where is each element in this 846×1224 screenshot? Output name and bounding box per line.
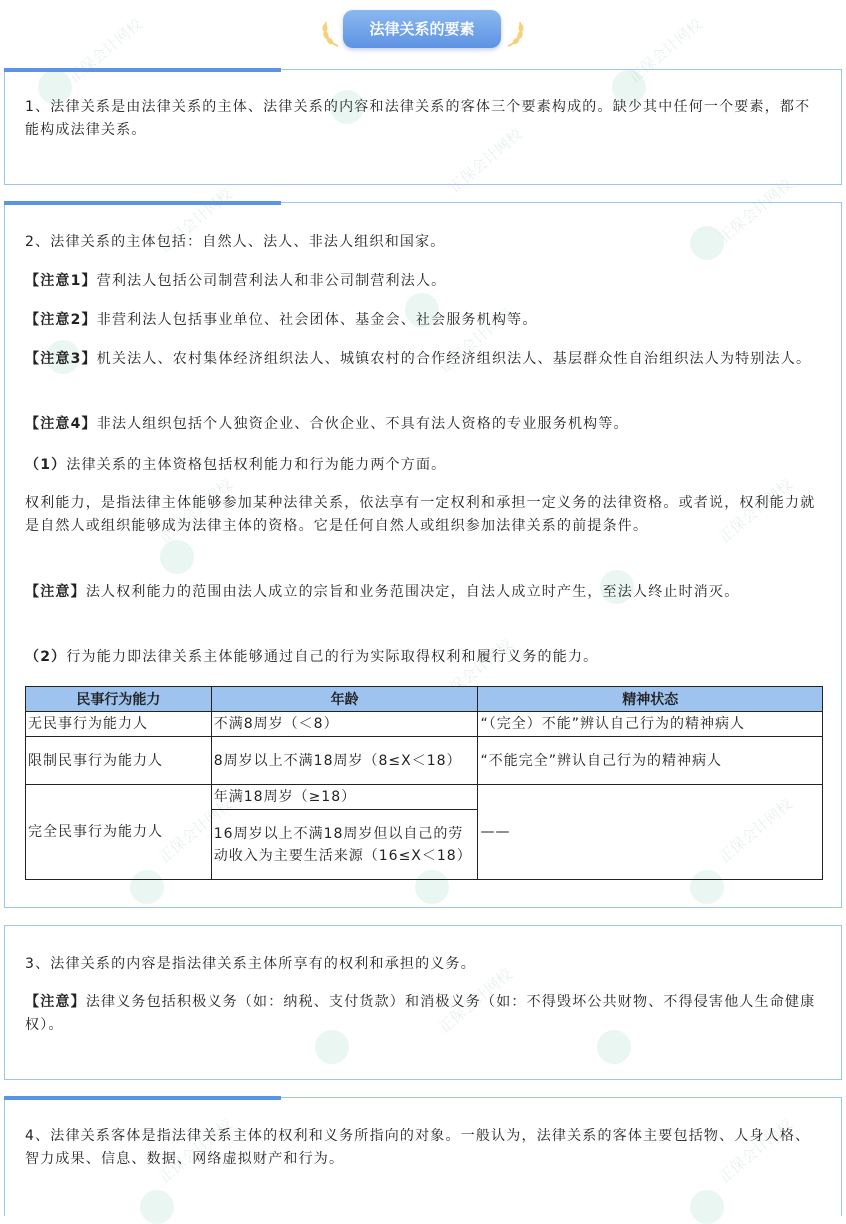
section-1 bbox=[4, 69, 842, 185]
table-row bbox=[26, 737, 823, 785]
capacity-table bbox=[25, 686, 823, 880]
note-3-tag: 【注意3】 bbox=[25, 351, 97, 367]
table-cell: 限制民事行为能力人 bbox=[26, 737, 212, 785]
subpoint-2 bbox=[25, 646, 823, 669]
table-header: 年龄 bbox=[211, 687, 478, 712]
table-cell: 年满18周岁（≥18） bbox=[211, 785, 478, 810]
note-3 bbox=[25, 348, 823, 371]
watermark-text: 正保会计网校 bbox=[445, 125, 526, 197]
watermark-text: 正保会计网校 bbox=[435, 635, 516, 707]
note-1-tag: 【注意1】 bbox=[25, 273, 97, 289]
section-accent-bar bbox=[4, 201, 281, 205]
table-row bbox=[26, 785, 823, 810]
table-row bbox=[26, 712, 823, 737]
table-cell: “（完全）不能”辨认自己行为的精神病人 bbox=[478, 712, 823, 737]
watermark-text: 正保会计网校 bbox=[155, 1115, 236, 1187]
table-cell: 不满8周岁（＜8） bbox=[211, 712, 478, 737]
watermark-text: 正保会计网校 bbox=[155, 795, 236, 867]
watermark-text: 正保会计网校 bbox=[155, 475, 236, 547]
watermark-text: 正保会计网校 bbox=[715, 795, 796, 867]
section-accent-bar bbox=[4, 1096, 281, 1100]
table-cell: “不能完全”辨认自己行为的精神病人 bbox=[478, 737, 823, 785]
watermark-text: 正保会计网校 bbox=[715, 175, 796, 247]
right-capacity-text: 权利能力，是指法律主体能够参加某种法律关系，依法享有一定权利和承担一定义务的法律资格。或者说，权利能力就是自然人或组织能够成为法律主体的资格。它是任何自然人或组织参加法律关系的前提条件。 bbox=[25, 495, 816, 534]
watermark-text: 正保会计网校 bbox=[435, 305, 516, 377]
table-cell: 16周岁以上不满18周岁但以自己的劳动收入为主要生活来源（16≤X＜18） bbox=[211, 810, 478, 880]
table-cell: 无民事行为能力人 bbox=[26, 712, 212, 737]
section-1-text: 1、法律关系是由法律关系的主体、法律关系的内容和法律关系的客体三个要素构成的。缺少其中任何一个要素，都不能构成法律关系。 bbox=[25, 99, 811, 138]
section-3-note-text: 法律义务包括积极义务（如：纳税、支付货款）和消极义务（如：不得毁坏公共财物、不得侵害他人生命健康权）。 bbox=[25, 994, 816, 1033]
subpoint-2-text: 行为能力即法律关系主体能够通过自己的行为实际取得权利和履行义务的能力。 bbox=[66, 649, 599, 665]
note-4 bbox=[25, 413, 823, 436]
section-3-note-tag: 【注意】 bbox=[25, 994, 86, 1010]
section-2-intro: 2、法律关系的主体包括：自然人、法人、非法人组织和国家。 bbox=[25, 234, 446, 250]
table-header: 精神状态 bbox=[478, 687, 823, 712]
section-accent-bar bbox=[4, 68, 281, 72]
section-4 bbox=[4, 1097, 842, 1216]
watermark-text: 正保会计网校 bbox=[65, 15, 146, 87]
page-title: 法律关系的要素 bbox=[343, 10, 501, 48]
note-5-tag: 【注意】 bbox=[25, 584, 86, 600]
watermark-text: 正保会计网校 bbox=[625, 15, 706, 87]
laurel-left-icon bbox=[320, 18, 342, 48]
watermark-text: 正保会计网校 bbox=[715, 475, 796, 547]
table-header: 民事行为能力 bbox=[26, 687, 212, 712]
section-4-text: 4、法律关系客体是指法律关系主体的权利和义务所指向的对象。一般认为，法律关系的客体主要包括物、人身人格、智力成果、信息、数据、网络虚拟财产和行为。 bbox=[25, 1128, 811, 1167]
table-cell: 8周岁以上不满18周岁（8≤X＜18） bbox=[211, 737, 478, 785]
note-5-text: 法人权利能力的范围由法人成立的宗旨和业务范围决定，自法人成立时产生，至法人终止时消灭。 bbox=[85, 584, 740, 600]
section-2 bbox=[4, 202, 842, 908]
watermark-text: 正保会计网校 bbox=[155, 185, 236, 257]
note-1-text: 营利法人包括公司制营利法人和非公司制营利法人。 bbox=[96, 273, 447, 289]
note-5 bbox=[25, 581, 823, 604]
section-3-note bbox=[25, 991, 823, 1037]
subpoint-2-tag: （2） bbox=[25, 649, 67, 665]
note-4-text: 非法人组织包括个人独资企业、合伙企业、不具有法人资格的专业服务机构等。 bbox=[96, 416, 629, 432]
note-1 bbox=[25, 270, 823, 293]
watermark-text: 正保会计网校 bbox=[715, 1115, 796, 1187]
table-cell: —— bbox=[478, 785, 823, 880]
note-2 bbox=[25, 309, 823, 332]
note-2-text: 非营利法人包括事业单位、社会团体、基金会、社会服务机构等。 bbox=[96, 312, 538, 328]
table-cell: 完全民事行为能力人 bbox=[26, 785, 212, 880]
page-header bbox=[0, 4, 846, 54]
section-3 bbox=[4, 925, 842, 1080]
note-2-tag: 【注意2】 bbox=[25, 312, 97, 328]
section-3-text: 3、法律关系的内容是指法律关系主体所享有的权利和承担的义务。 bbox=[25, 956, 476, 972]
watermark-text: 正保会计网校 bbox=[435, 965, 516, 1037]
table-header-row bbox=[26, 687, 823, 712]
subpoint-1-tag: （1） bbox=[25, 457, 67, 473]
note-4-tag: 【注意4】 bbox=[25, 416, 97, 432]
subpoint-1 bbox=[25, 454, 823, 477]
subpoint-1-text: 法律关系的主体资格包括权利能力和行为能力两个方面。 bbox=[66, 457, 447, 473]
laurel-right-icon bbox=[504, 18, 526, 48]
note-3-text: 机关法人、农村集体经济组织法人、城镇农村的合作经济组织法人、基层群众性自治组织法人为特别法人。 bbox=[96, 351, 812, 367]
